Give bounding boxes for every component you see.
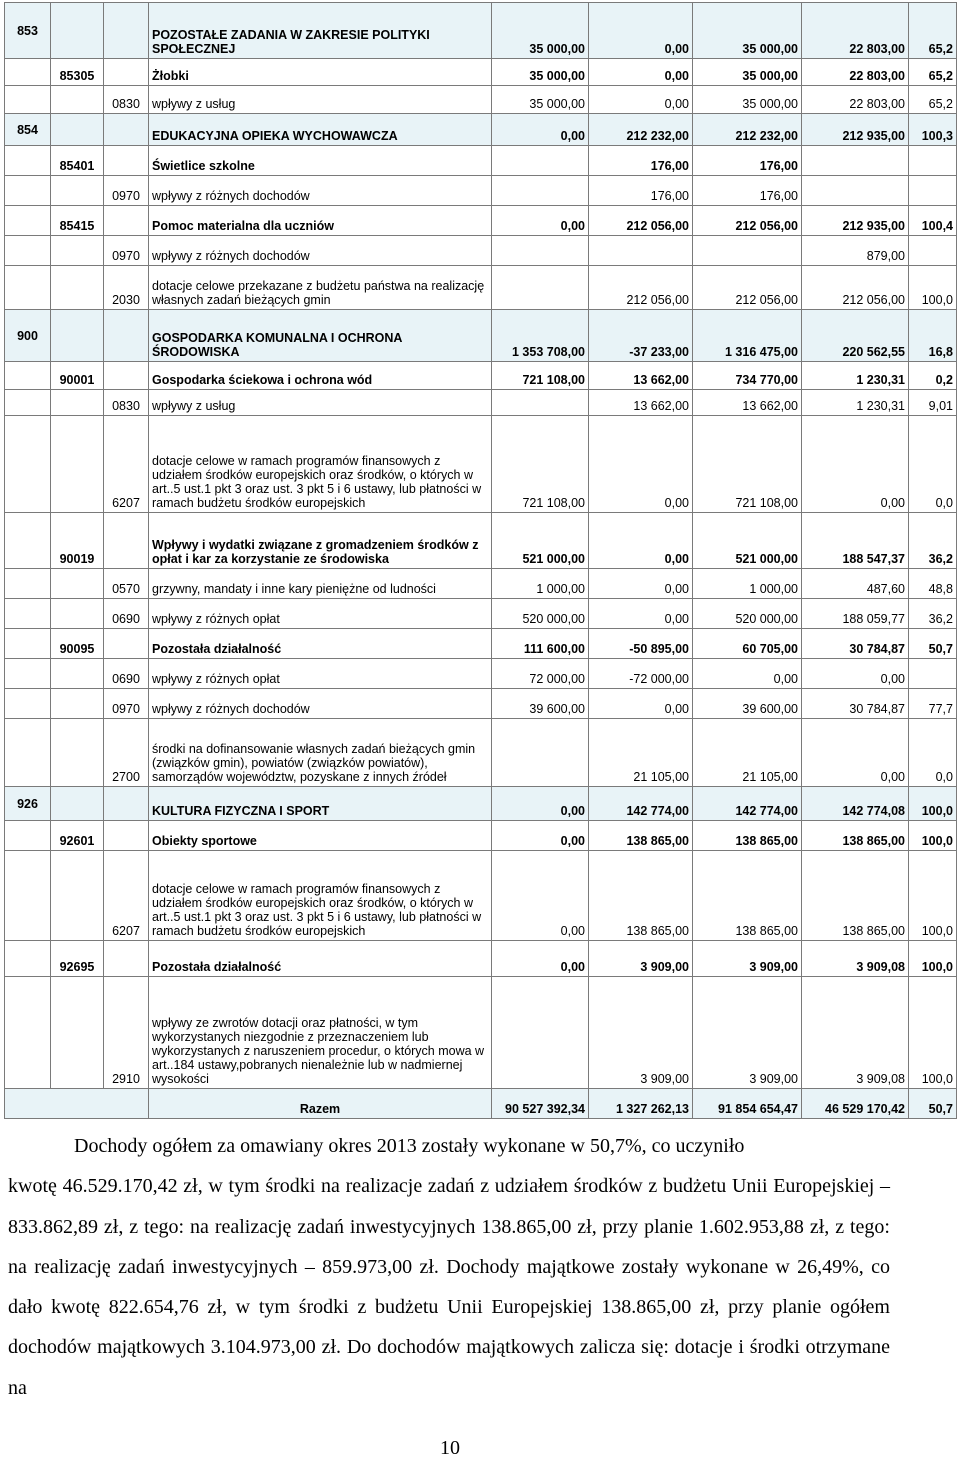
table-row [5,977,957,1089]
cell-nazwa: dotacje celowe w ramach programów finansowych z udziałem środków europejskich oraz środków, o których w art..5 ust.1 pkt 3 oraz ust. 3 pkt 5 i 6 ustawy, lub płatności w ramach budżetu środków europejskich [149,851,492,941]
cell-plan-po: 3 909,00 [693,941,802,977]
cell-dzial: 926 [5,787,51,821]
cell-plan: 1 353 708,00 [492,310,589,362]
cell-plan: 0,00 [492,821,589,851]
cell-plan: 721 108,00 [492,416,589,513]
cell-wykonanie: 138 865,00 [802,851,909,941]
cell-par: 0970 [104,176,149,206]
cell-par [104,3,149,59]
cell-proc: 36,2 [909,599,957,629]
cell-plan-po: 138 865,00 [693,851,802,941]
cell-wykonanie: 3 909,08 [802,977,909,1089]
cell-plan-po: 212 056,00 [693,266,802,310]
cell-zmiany: 176,00 [589,146,693,176]
cell-plan-po: 1 316 475,00 [693,310,802,362]
cell-nazwa: Pozostała działalność [149,629,492,659]
cell-dzial [5,362,51,390]
subsection-row [5,513,957,569]
cell-rozdzial: 90001 [51,362,104,390]
cell-plan [492,719,589,787]
cell-plan: 0,00 [492,114,589,146]
cell-zmiany: 142 774,00 [589,787,693,821]
cell-dzial [5,629,51,659]
cell-zmiany: 3 909,00 [589,977,693,1089]
section-row [5,787,957,821]
cell-par: 2700 [104,719,149,787]
cell-zmiany: 0,00 [589,416,693,513]
cell-nazwa: wpływy z różnych opłat [149,659,492,689]
cell-nazwa: Gospodarka ściekowa i ochrona wód [149,362,492,390]
total-wykonanie: 46 529 170,42 [802,1089,909,1119]
cell-par: 0830 [104,390,149,416]
cell-par: 6207 [104,851,149,941]
section-row [5,3,957,59]
cell-plan-po: 176,00 [693,176,802,206]
table-row [5,719,957,787]
cell-rozdzial: 92695 [51,941,104,977]
cell-wykonanie: 22 803,00 [802,59,909,86]
cell-dzial [5,569,51,599]
cell-wykonanie: 188 547,37 [802,513,909,569]
cell-dzial: 854 [5,114,51,146]
subsection-row [5,146,957,176]
subsection-row [5,59,957,86]
table-row [5,689,957,719]
total-zmiany: 1 327 262,13 [589,1089,693,1119]
cell-dzial [5,851,51,941]
table-row [5,659,957,689]
cell-wykonanie: 22 803,00 [802,86,909,114]
cell-zmiany: 0,00 [589,569,693,599]
cell-rozdzial [51,689,104,719]
cell-dzial [5,236,51,266]
subsection-row [5,821,957,851]
cell-zmiany: 0,00 [589,689,693,719]
cell-dzial [5,977,51,1089]
cell-wykonanie: 22 803,00 [802,3,909,59]
page-number: 10 [440,1437,460,1459]
total-blank-cell [5,1089,149,1119]
paragraph-first-line: Dochody ogółem za omawiany okres 2013 zostały wykonane w 50,7%, co uczyniło [74,1135,745,1157]
subsection-row [5,362,957,390]
section-row [5,310,957,362]
cell-dzial: 853 [5,3,51,59]
cell-wykonanie: 1 230,31 [802,390,909,416]
cell-zmiany: 0,00 [589,599,693,629]
cell-wykonanie: 212 935,00 [802,206,909,236]
cell-plan-po: 3 909,00 [693,977,802,1089]
cell-plan-po: 212 056,00 [693,206,802,236]
cell-rozdzial [51,719,104,787]
cell-plan-po: 21 105,00 [693,719,802,787]
cell-proc [909,176,957,206]
cell-plan: 721 108,00 [492,362,589,390]
cell-dzial [5,146,51,176]
cell-wykonanie: 30 784,87 [802,689,909,719]
cell-dzial: 900 [5,310,51,362]
cell-rozdzial [51,569,104,599]
cell-zmiany: 212 232,00 [589,114,693,146]
cell-plan-po: 138 865,00 [693,821,802,851]
cell-rozdzial: 92601 [51,821,104,851]
cell-plan: 35 000,00 [492,59,589,86]
cell-par [104,59,149,86]
cell-plan: 0,00 [492,206,589,236]
cell-rozdzial: 90095 [51,629,104,659]
cell-dzial [5,689,51,719]
cell-zmiany [589,236,693,266]
cell-plan: 0,00 [492,941,589,977]
cell-par [104,787,149,821]
table-row [5,390,957,416]
cell-zmiany: 0,00 [589,59,693,86]
cell-wykonanie: 0,00 [802,416,909,513]
cell-nazwa: Wpływy i wydatki związane z gromadzeniem środków z opłat i kar za korzystanie ze środowiska [149,513,492,569]
table-row [5,851,957,941]
cell-plan-po: 35 000,00 [693,3,802,59]
cell-plan: 35 000,00 [492,86,589,114]
cell-zmiany: 0,00 [589,513,693,569]
cell-wykonanie: 1 230,31 [802,362,909,390]
cell-proc: 77,7 [909,689,957,719]
cell-plan-po: 721 108,00 [693,416,802,513]
cell-par: 0690 [104,659,149,689]
cell-nazwa: Pozostała działalność [149,941,492,977]
paragraph-body: kwotę 46.529.170,42 zł, w tym środki na realizacje zadań z udziałem środków z budżetu Unii Europejskiej – 833.862,89 zł, z tego: na realizację zadań inwestycyjnych 138.865,00 zł, przy planie 1.602.953,88 zł, z tego: na realizację zadań inwestycyjnych – 859.973,00 zł. Dochody majątkowe zostały wykonane w 26,49%, co dało kwotę 822.654,76 zł, w tym środki z budżetu Unii Europejskiej 138.865,00 zł, przy planie ogółem dochodów majątkowych 3.104.973,00 zł. Do dochodów majątkowych zalicza się: dotacje i środki otrzymane na [8,1175,890,1399]
cell-par: 0830 [104,86,149,114]
cell-proc: 16,8 [909,310,957,362]
cell-nazwa: Pomoc materialna dla uczniów [149,206,492,236]
cell-dzial [5,941,51,977]
cell-wykonanie: 0,00 [802,719,909,787]
cell-par [104,629,149,659]
cell-wykonanie: 138 865,00 [802,821,909,851]
cell-plan [492,236,589,266]
cell-dzial [5,390,51,416]
budget-income-table [4,2,957,1119]
cell-wykonanie: 30 784,87 [802,629,909,659]
cell-rozdzial: 85401 [51,146,104,176]
table-row [5,236,957,266]
total-row [5,1089,957,1119]
cell-nazwa: KULTURA FIZYCZNA I SPORT [149,787,492,821]
cell-plan-po: 734 770,00 [693,362,802,390]
cell-plan [492,977,589,1089]
cell-zmiany: -37 233,00 [589,310,693,362]
cell-rozdzial [51,86,104,114]
cell-proc: 65,2 [909,3,957,59]
cell-nazwa: wpływy z różnych opłat [149,599,492,629]
cell-proc: 100,3 [909,114,957,146]
total-plan-po: 91 854 654,47 [693,1089,802,1119]
cell-proc: 100,0 [909,266,957,310]
table-row [5,416,957,513]
cell-nazwa: grzywny, mandaty i inne kary pieniężne od ludności [149,569,492,599]
cell-rozdzial [51,310,104,362]
cell-proc: 100,0 [909,941,957,977]
cell-proc: 0,0 [909,416,957,513]
cell-rozdzial [51,266,104,310]
cell-plan-po: 39 600,00 [693,689,802,719]
cell-rozdzial [51,114,104,146]
cell-plan: 0,00 [492,787,589,821]
subsection-row [5,629,957,659]
cell-plan-po: 60 705,00 [693,629,802,659]
cell-rozdzial [51,977,104,1089]
total-plan: 90 527 392,34 [492,1089,589,1119]
cell-plan [492,266,589,310]
cell-zmiany: 0,00 [589,86,693,114]
cell-plan: 111 600,00 [492,629,589,659]
cell-rozdzial [51,787,104,821]
subsection-row [5,206,957,236]
cell-plan-po: 13 662,00 [693,390,802,416]
cell-dzial [5,513,51,569]
cell-dzial [5,59,51,86]
cell-proc: 100,4 [909,206,957,236]
subsection-row [5,941,957,977]
table-row [5,176,957,206]
cell-nazwa: wpływy ze zwrotów dotacji oraz płatności, w tym wykorzystanych niezgodnie z przeznaczeniem lub wykorzystanych z naruszeniem procedur, o których mowa w art..184 ustawy,pobranych nienależnie lub w nadmiernej wysokości [149,977,492,1089]
cell-rozdzial [51,416,104,513]
cell-dzial [5,176,51,206]
total-label: Razem [149,1089,492,1119]
cell-nazwa: wpływy z różnych dochodów [149,689,492,719]
cell-plan-po: 142 774,00 [693,787,802,821]
cell-proc: 50,7 [909,629,957,659]
cell-zmiany: -72 000,00 [589,659,693,689]
cell-plan-po: 212 232,00 [693,114,802,146]
cell-wykonanie: 212 056,00 [802,266,909,310]
cell-wykonanie [802,176,909,206]
cell-zmiany: 138 865,00 [589,821,693,851]
section-row [5,114,957,146]
cell-proc [909,146,957,176]
cell-par [104,146,149,176]
cell-rozdzial [51,176,104,206]
cell-proc: 9,01 [909,390,957,416]
cell-rozdzial: 85305 [51,59,104,86]
cell-plan: 72 000,00 [492,659,589,689]
cell-rozdzial [51,851,104,941]
cell-nazwa: wpływy z różnych dochodów [149,176,492,206]
cell-plan: 1 000,00 [492,569,589,599]
cell-nazwa: Świetlice szkolne [149,146,492,176]
cell-plan [492,176,589,206]
cell-dzial [5,266,51,310]
cell-zmiany: -50 895,00 [589,629,693,659]
summary-paragraph [8,1126,890,1408]
cell-nazwa: dotacje celowe przekazane z budżetu państwa na realizację własnych zadań bieżących gmin [149,266,492,310]
cell-plan [492,390,589,416]
cell-par: 0970 [104,236,149,266]
cell-rozdzial [51,659,104,689]
cell-plan: 39 600,00 [492,689,589,719]
cell-proc: 100,0 [909,821,957,851]
cell-nazwa: POZOSTAŁE ZADANIA W ZAKRESIE POLITYKI SPOŁECZNEJ [149,3,492,59]
cell-nazwa: wpływy z usług [149,86,492,114]
cell-nazwa: dotacje celowe w ramach programów finansowych z udziałem środków europejskich oraz środków, o których w art..5 ust.1 pkt 3 oraz ust. 3 pkt 5 i 6 ustawy, lub płatności w ramach budżetu środków europejskich [149,416,492,513]
cell-plan-po: 1 000,00 [693,569,802,599]
cell-par [104,821,149,851]
cell-zmiany: 212 056,00 [589,206,693,236]
cell-dzial [5,86,51,114]
cell-par [104,362,149,390]
cell-nazwa: wpływy z usług [149,390,492,416]
cell-rozdzial [51,236,104,266]
cell-par: 2910 [104,977,149,1089]
cell-plan: 520 000,00 [492,599,589,629]
cell-dzial [5,719,51,787]
cell-nazwa: EDUKACYJNA OPIEKA WYCHOWAWCZA [149,114,492,146]
cell-par [104,513,149,569]
cell-proc [909,236,957,266]
cell-zmiany: 138 865,00 [589,851,693,941]
cell-par [104,114,149,146]
cell-proc: 100,0 [909,977,957,1089]
cell-plan: 521 000,00 [492,513,589,569]
cell-zmiany: 212 056,00 [589,266,693,310]
cell-nazwa: Obiekty sportowe [149,821,492,851]
cell-par: 2030 [104,266,149,310]
cell-nazwa: wpływy z różnych dochodów [149,236,492,266]
cell-nazwa: środki na dofinansowanie własnych zadań bieżących gmin (związków gmin), powiatów (związków powiatów), samorządów województw, pozyskane z innych źródeł [149,719,492,787]
cell-proc: 48,8 [909,569,957,599]
cell-proc: 36,2 [909,513,957,569]
cell-plan-po: 35 000,00 [693,86,802,114]
cell-plan: 35 000,00 [492,3,589,59]
cell-par [104,206,149,236]
cell-par [104,941,149,977]
cell-par: 0690 [104,599,149,629]
cell-par: 0970 [104,689,149,719]
cell-dzial [5,659,51,689]
cell-wykonanie: 220 562,55 [802,310,909,362]
cell-zmiany: 13 662,00 [589,390,693,416]
cell-zmiany: 176,00 [589,176,693,206]
cell-wykonanie [802,146,909,176]
cell-wykonanie: 212 935,00 [802,114,909,146]
cell-proc: 100,0 [909,851,957,941]
cell-plan-po: 176,00 [693,146,802,176]
cell-zmiany: 3 909,00 [589,941,693,977]
cell-rozdzial [51,599,104,629]
table-row [5,599,957,629]
table-row [5,569,957,599]
total-proc: 50,7 [909,1089,957,1119]
cell-zmiany: 0,00 [589,3,693,59]
cell-nazwa: Żłobki [149,59,492,86]
cell-proc: 65,2 [909,59,957,86]
cell-nazwa: GOSPODARKA KOMUNALNA I OCHRONA ŚRODOWISKA [149,310,492,362]
table-row [5,86,957,114]
cell-proc: 65,2 [909,86,957,114]
cell-plan-po: 0,00 [693,659,802,689]
cell-wykonanie: 487,60 [802,569,909,599]
cell-proc [909,659,957,689]
cell-dzial [5,206,51,236]
cell-zmiany: 21 105,00 [589,719,693,787]
cell-proc: 100,0 [909,787,957,821]
cell-plan-po: 521 000,00 [693,513,802,569]
cell-zmiany: 13 662,00 [589,362,693,390]
cell-wykonanie: 188 059,77 [802,599,909,629]
table-row [5,266,957,310]
cell-plan-po [693,236,802,266]
cell-proc: 0,0 [909,719,957,787]
cell-rozdzial [51,3,104,59]
cell-rozdzial: 90019 [51,513,104,569]
cell-par: 0570 [104,569,149,599]
cell-plan-po: 520 000,00 [693,599,802,629]
cell-plan: 0,00 [492,851,589,941]
cell-par: 6207 [104,416,149,513]
cell-plan [492,146,589,176]
cell-rozdzial [51,390,104,416]
cell-wykonanie: 142 774,08 [802,787,909,821]
cell-dzial [5,416,51,513]
cell-plan-po: 35 000,00 [693,59,802,86]
cell-dzial [5,821,51,851]
cell-rozdzial: 85415 [51,206,104,236]
cell-proc: 0,2 [909,362,957,390]
cell-wykonanie: 0,00 [802,659,909,689]
cell-wykonanie: 3 909,08 [802,941,909,977]
cell-wykonanie: 879,00 [802,236,909,266]
cell-par [104,310,149,362]
cell-dzial [5,599,51,629]
